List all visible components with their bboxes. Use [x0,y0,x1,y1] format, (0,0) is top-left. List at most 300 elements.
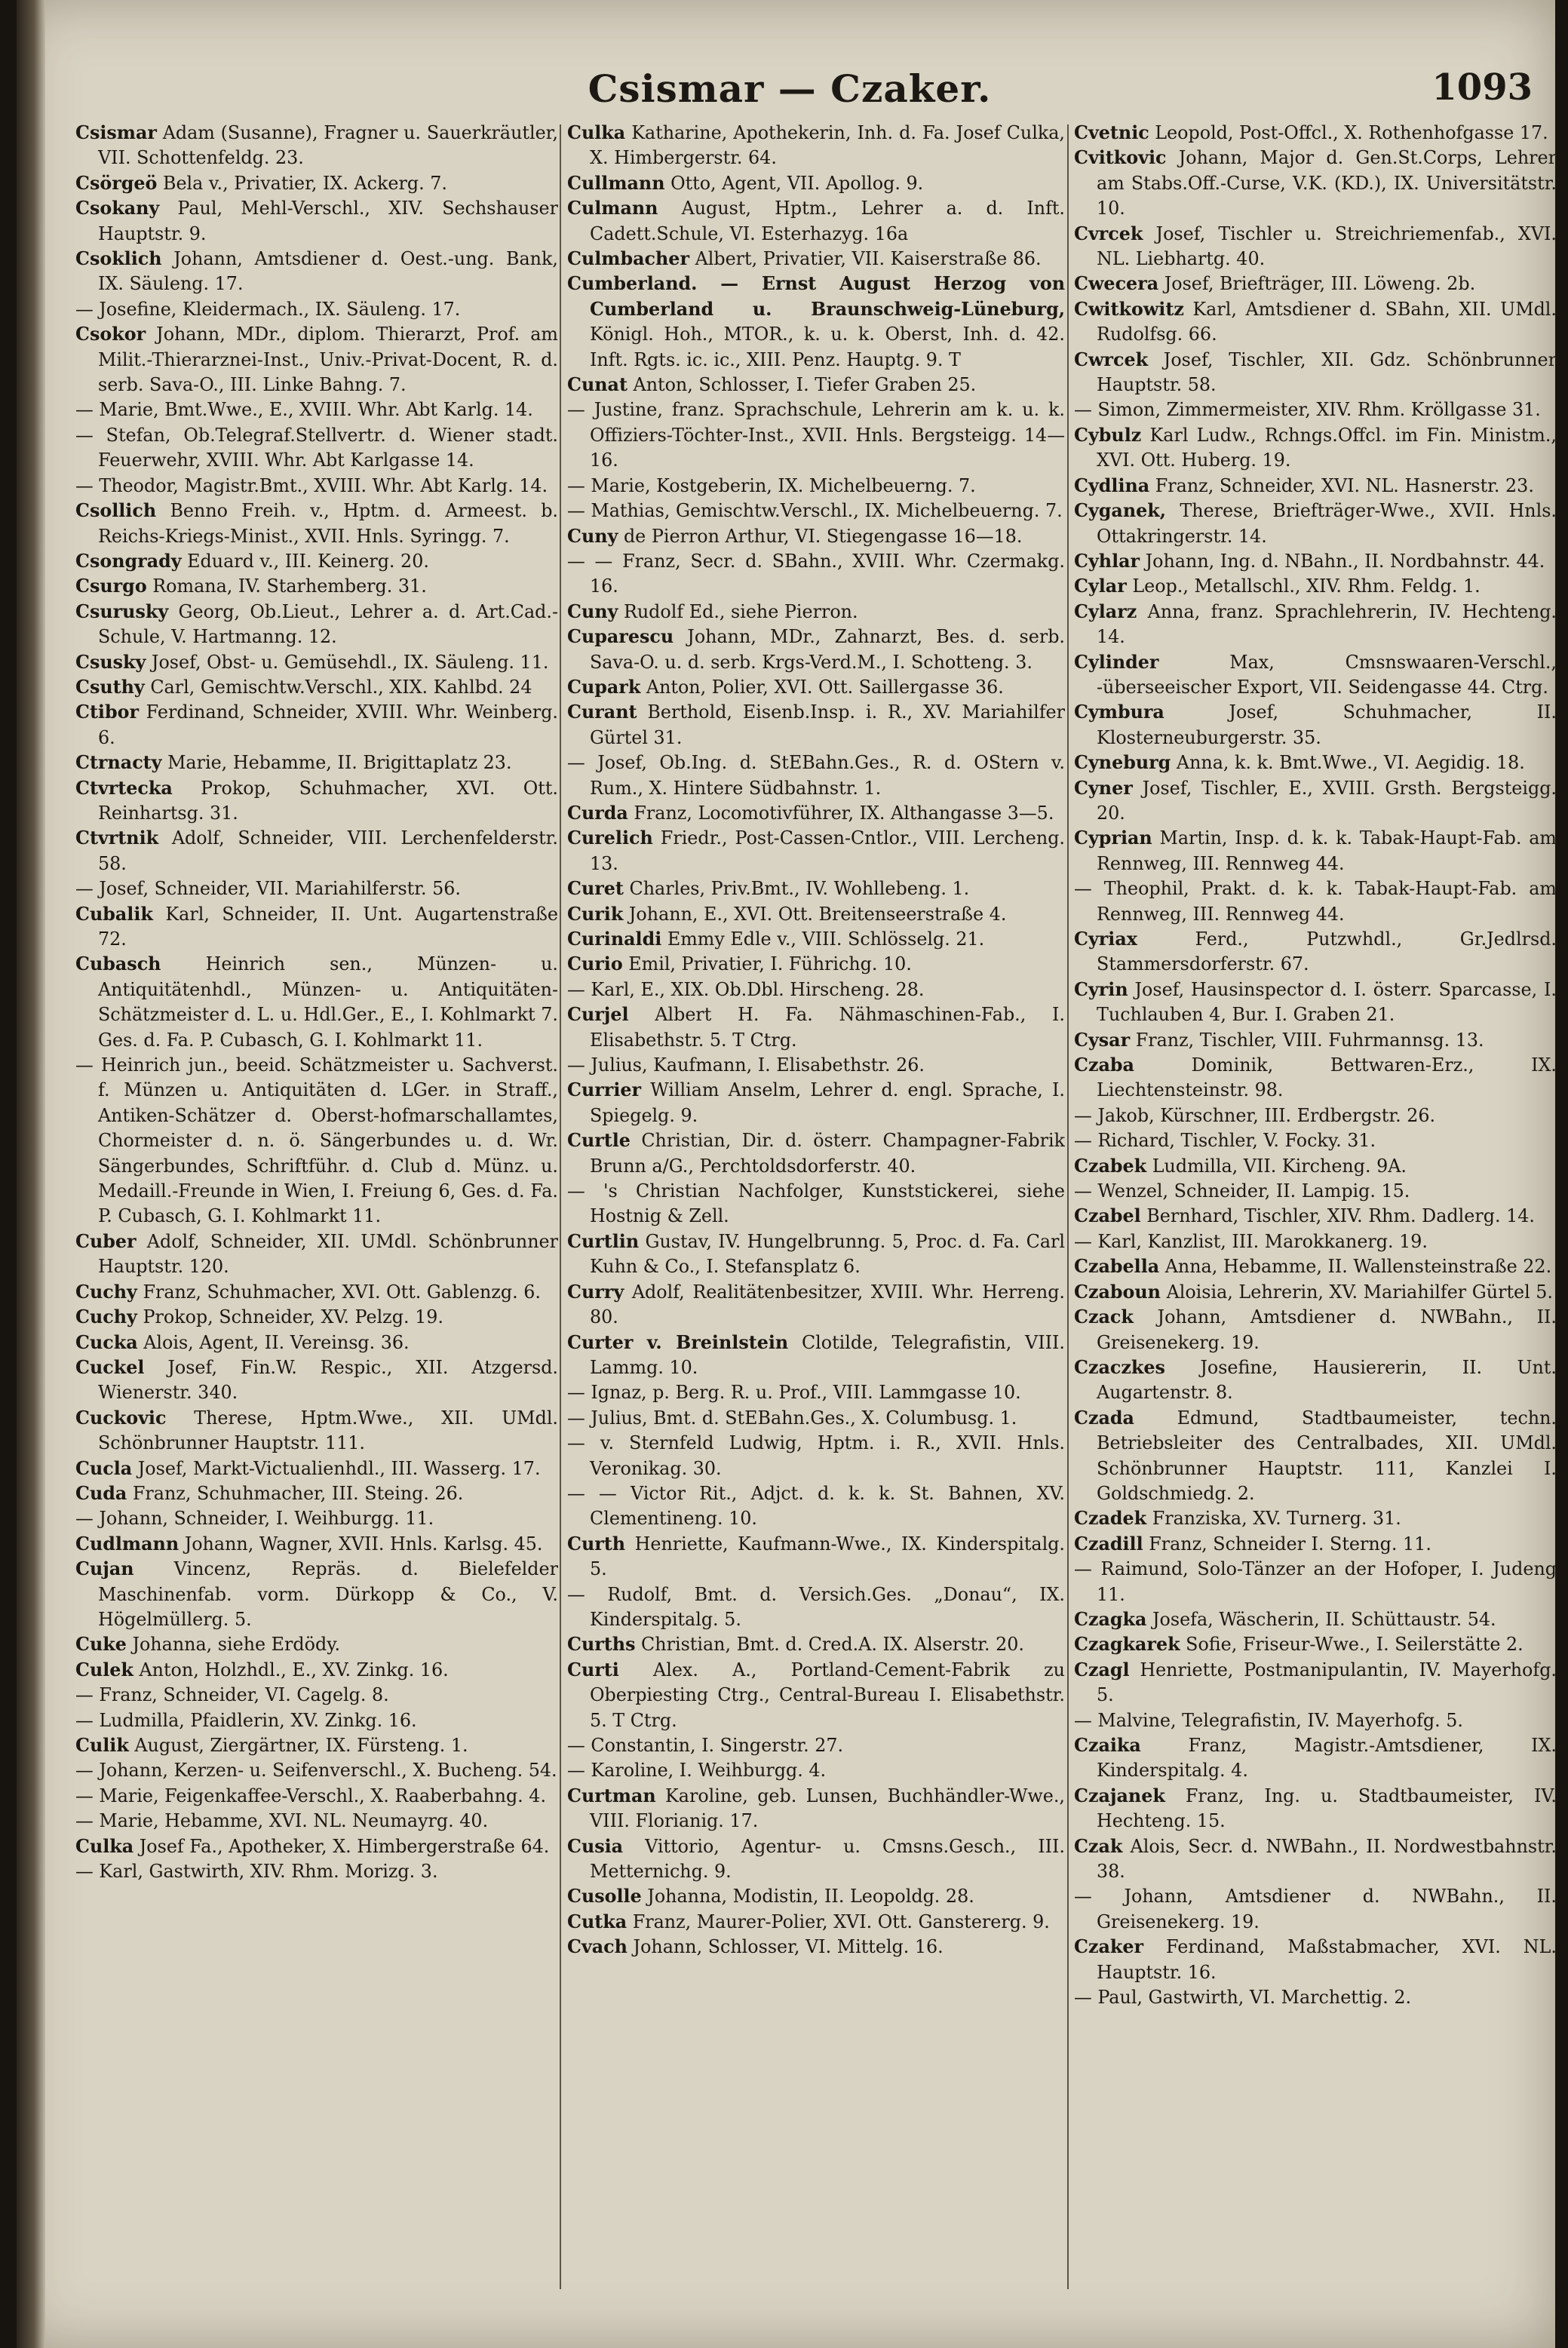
entry-details: Therese, Hptm.Wwe., XII. UMdl. Schönbrunner Hauptstr. 111. [98,1407,558,1454]
directory-entry [1074,1254,1557,1279]
directory-entry [1074,1229,1557,1254]
entry-surname: Cucka [75,1331,138,1353]
directory-entry [567,876,1065,901]
entry-details: — Justine, franz. Sprachschule, Lehrerin am k. u. k. Offiziers-Töchter-Inst., XVII. Hnls. Bergsteigg. 14—16. [567,399,1065,471]
entry-surname: Czagl [1074,1659,1130,1680]
directory-entry [1074,1557,1557,1607]
directory-entry [567,1380,1065,1405]
entry-details: Anna, franz. Sprachlehrerin, IV. Hechteng. 14. [1097,600,1557,648]
entry-details: Franz, Schneider, XVI. NL. Hasnerstr. 23. [1149,474,1534,496]
entry-surname: Curet [567,878,624,900]
entry-details: Karoline, geb. Lunsen, Buchhändler-Wwe., VIII. Florianig. 17. [590,1785,1065,1832]
entry-details: Josef, Tischler, E., XVIII. Grsth. Bergsteigg. 20. [1097,777,1557,824]
directory-entry [75,121,558,171]
page-number: 1093 [1431,66,1533,109]
directory-entry [75,826,558,876]
entry-details: Romana, IV. Starhemberg. 31. [146,575,427,597]
entry-surname: Cupark [567,676,641,698]
entry-surname: Curtman [567,1785,656,1806]
directory-entry [75,1733,558,1758]
directory-entry [567,952,1065,977]
directory-entry [75,1758,558,1783]
entry-surname: Cuny [567,525,618,547]
entry-details: Königl. Hoh., MTOR., k. u. k. Oberst, Inh. d. 42. Inft. Rgts. ic. ic., XIII. Penz. Hauptg. 9. T [590,324,1065,370]
entry-details: — Rudolf, Bmt. d. Versich.Ges. „Donau“, IX. Kinderspitalg. 5. [567,1583,1065,1630]
entry-surname: Curtle [567,1130,631,1152]
directory-entry [567,1733,1065,1758]
directory-entry [75,750,558,775]
directory-entry [1074,927,1557,978]
directory-entry [567,1229,1065,1280]
entry-surname: Cylinder [1074,651,1159,673]
directory-entry [567,474,1065,499]
directory-entry [567,247,1065,272]
entry-details: Dominik, Bettwaren-Erz., IX. Liechtensteinstr. 98. [1097,1054,1557,1101]
entry-details: Karl Ludw., Rchngs.Offcl. im Fin. Ministm., XVI. Ott. Huberg. 19. [1097,424,1557,471]
directory-entry [567,625,1065,675]
entry-details: Aloisia, Lehrerin, XV. Mariahilfer Gürtel 5. [1161,1281,1553,1303]
entry-surname: Czada [1074,1407,1134,1429]
entry-details: Josef, Tischler, XII. Gdz. Schönbrunner Hauptstr. 58. [1097,348,1557,396]
entry-details: — Franz, Schneider, VI. Cagelg. 8. [75,1684,389,1706]
entry-details: Adolf, Realitätenbesitzer, XVIII. Whr. Herreng. 80. [590,1281,1065,1328]
entry-details: Johann, Amtsdiener d. NWBahn., II. Greisenekerg. 19. [1097,1306,1557,1353]
column-divider [560,124,561,2289]
entry-details: — Julius, Bmt. d. StEBahn.Ges., X. Columbusg. 1. [567,1407,1017,1429]
entry-details: — Josef, Ob.Ing. d. StEBahn.Ges., R. d. OStern v. Rum., X. Hintere Südbahnstr. 1. [567,752,1065,799]
directory-entry [75,1280,558,1305]
entry-details: — Julius, Kaufmann, I. Elisabethstr. 26. [567,1054,925,1076]
entry-details: Christian, Dir. d. österr. Champagner-Fabrik Brunn a/G., Perchtoldsdorferstr. 40. [590,1130,1065,1177]
entry-details: Franz, Schneider I. Sterng. 11. [1143,1533,1431,1555]
entry-details: — Malvine, Telegrafistin, IV. Mayerhofg. 5. [1074,1709,1463,1731]
entry-details: Franz, Schuhmacher, XVI. Ott. Gablenzg. 6. [137,1281,541,1303]
directory-entry [567,826,1065,876]
entry-surname: Csismar [75,122,157,143]
directory-entry [567,1280,1065,1331]
entry-surname: Curio [567,953,623,975]
entry-details: Franz, Maurer-Polier, XVI. Ott. Ganstererg. 9. [627,1911,1050,1932]
directory-entry [75,1834,558,1859]
entry-surname: Cuckovic [75,1407,167,1429]
entry-details: Adolf, Schneider, VIII. Lerchenfelderstr. 58. [98,827,558,874]
entry-details: — Josef, Schneider, VII. Mariahilferstr. 56. [75,878,461,900]
entry-details: Martin, Insp. d. k. k. Tabak-Haupt-Fab. am Rennweg, III. Rennweg 44. [1097,827,1557,874]
entry-details: Johann, E., XVI. Ott. Breitenseerstraße 4. [623,903,1007,925]
entry-surname: Cuchy [75,1306,137,1328]
directory-entry [1074,1532,1557,1557]
directory-entry [567,1179,1065,1229]
entry-details: Adam (Susanne), Fragner u. Sauerkräutler, VII. Schottenfeldg. 23. [98,122,558,169]
entry-surname: Cuchy [75,1281,137,1303]
directory-entry [75,1658,558,1683]
directory-entry [1074,474,1557,499]
entry-surname: Cuckel [75,1356,145,1378]
directory-entry [75,247,558,297]
entry-surname: Cudlmann [75,1533,180,1555]
page-title: Csismar — Czaker. [588,66,992,111]
entry-details: Franz, Locomotivführer, IX. Althangasse 3—5. [628,802,1054,824]
directory-entry [567,927,1065,952]
entry-surname: Cyriax [1074,928,1137,950]
entry-details: — Johann, Amtsdiener d. NWBahn., II. Greisenekerg. 19. [1074,1886,1557,1932]
directory-entry [75,952,558,1053]
directory-entry [1074,1658,1557,1708]
entry-details: Josef, Schuhmacher, II. Klosterneuburgerstr. 35. [1097,701,1557,748]
entry-surname: Curry [567,1281,624,1303]
directory-entry [75,675,558,700]
entry-surname: Cwitkowitz [1074,298,1184,320]
entry-details: — — Victor Rit., Adjct. d. k. k. St. Bahnen, XV. Clementineng. 10. [567,1482,1065,1530]
entry-details: August, Ziergärtner, IX. Fürsteng. 1. [128,1735,468,1756]
directory-entry [567,750,1065,801]
entry-details: Johanna, siehe Erdödy. [126,1634,341,1656]
entry-surname: Cullmann [567,172,665,194]
entry-surname: Curter v. Breinlstein [567,1331,789,1353]
entry-surname: Cvitkovic [1074,147,1167,169]
directory-entry [567,171,1065,196]
entry-surname: Curelich [567,827,653,849]
entry-details: Anton, Polier, XVI. Ott. Saillergasse 36. [640,676,1004,698]
entry-details: — Marie, Hebamme, XVI. NL. Neumayrg. 40. [75,1810,489,1832]
entry-surname: Curda [567,802,628,824]
entry-surname: Czak [1074,1835,1123,1857]
column-2 [567,121,1065,2308]
entry-surname: Csollich [75,500,157,522]
entry-details: — Marie, Kostgeberin, IX. Michelbeuerng. 7. [567,474,976,496]
entry-surname: Csokany [75,198,160,219]
entry-surname: Culik [75,1735,129,1756]
entry-details: — Stefan, Ob.Telegraf.Stellvertr. d. Wiener stadt. Feuerwehr, XVIII. Whr. Abt Karlgasse 14. [75,424,558,471]
entry-details: — — Franz, Secr. d. SBahn., XVIII. Whr. Czermakg. 16. [567,550,1065,597]
entry-surname: Csoklich [75,248,162,270]
entry-details: — Marie, Feigenkaffee-Verschl., X. Raaberbahng. 4. [75,1785,547,1806]
directory-entry [75,1406,558,1456]
entry-details: — Theodor, Magistr.Bmt., XVIII. Whr. Abt Karlg. 14. [75,474,548,496]
directory-entry [1074,1179,1557,1204]
entry-surname: Cvrcek [1074,223,1143,244]
directory-entry [1074,1128,1557,1153]
entry-details: Charles, Priv.Bmt., IV. Wohllebeng. 1. [623,878,970,900]
directory-entry [567,1758,1065,1783]
entry-surname: Cvetnic [1074,122,1149,143]
directory-entry [75,1557,558,1632]
entry-details: Johann, MDr., diplom. Thierarzt, Prof. am Milit.-Thierarznei-Inst., Univ.-Privat-Docent, R. d. serb. Sava-O., III. Linke Bahng. 7. [98,324,558,396]
entry-surname: Cubasch [75,953,161,975]
entry-details: — Raimund, Solo-Tänzer an der Hofoper, I. Judeng 11. [1074,1558,1557,1605]
entry-details: Sofie, Friseur-Wwe., I. Seilerstätte 2. [1180,1634,1524,1656]
entry-surname: Csörgeö [75,172,158,194]
entry-surname: Cuber [75,1230,137,1252]
entry-surname: Curti [567,1659,619,1680]
entry-details: Emil, Privatier, I. Führichg. 10. [622,953,912,975]
entry-details: Paul, Mehl-Verschl., XIV. Sechshauser Hauptstr. 9. [98,198,558,244]
directory-entry [567,196,1065,247]
directory-entry [75,171,558,196]
entry-details: — Heinrich jun., beeid. Schätzmeister u. Sachverst. f. Münzen u. Antiquitäten d. LGer. in Straff., Antiken-Schätzer d. Oberst-hofmarschallamtes, Chormeister d. n. ö. Sängerbundes u. d. Wr. Sängerbundes, Schriftführ. d. Club d. Münz. u. Medaill.-Freunde in Wien, I. Freiung 6, Ges. d. Fa. P. Cubasch, G. I. Kohlmarkt 11. [75,1054,558,1227]
directory-entry [75,1683,558,1708]
entry-details: — Karl, Kanzlist, III. Marokkanerg. 19. [1074,1230,1428,1252]
directory-entry [1074,549,1557,574]
entry-surname: Curth [567,1533,626,1555]
entry-surname: Czaboun [1074,1281,1161,1303]
directory-entry [1074,499,1557,549]
entry-surname: Culmann [567,198,658,219]
directory-entry [567,1406,1065,1431]
directory-entry [567,373,1065,397]
entry-surname: Czabella [1074,1256,1160,1278]
entry-surname: Ctvrtecka [75,777,173,799]
directory-entry [1074,348,1557,398]
entry-surname: Cyner [1074,777,1133,799]
entry-surname: Csongrady [75,550,182,572]
directory-entry [75,322,558,397]
entry-surname: Culek [75,1659,133,1680]
entry-details: Heinrich sen., Münzen- u. Antiquitätenhdl., Münzen- u. Antiquitäten-Schätzmeister d. L. u. Hdl.Ger., E., I. Kohlmarkt 7. Ges. d. Fa. P. Cubasch, G. I. Kohlmarkt 11. [98,953,558,1051]
directory-entry [567,902,1065,927]
entry-details: Josef, Obst- u. Gemüsehdl., IX. Säuleng. 11. [146,651,549,673]
column-divider [1067,124,1069,2289]
directory-entry [1074,1784,1557,1834]
directory-entry [1074,297,1557,348]
directory-entry [75,876,558,901]
directory-entry [1074,1935,1557,1985]
directory-entry [75,776,558,827]
directory-entry [1074,1985,1557,2010]
entry-surname: Czaczkes [1074,1356,1165,1378]
directory-entry [1074,272,1557,296]
entry-surname: Curjel [567,1004,629,1026]
entry-details: — Johann, Schneider, I. Weihburgg. 11. [75,1508,434,1530]
entry-details: Josef, Tischler u. Streichriemenfab., XVI. NL. Liebhartg. 40. [1097,223,1557,270]
entry-surname: Ctrnacty [75,752,162,774]
entry-details: Karl, Schneider, II. Unt. Augartenstraße 72. [98,903,558,950]
directory-entry [567,1002,1065,1053]
entry-surname: Cuke [75,1634,127,1656]
directory-entry [1074,1708,1557,1733]
directory-entry [75,474,558,499]
entry-surname: Czagkarek [1074,1634,1180,1656]
entry-details: Ferd., Putzwhdl., Gr.Jedlrsd. Stammersdorferstr. 67. [1097,928,1557,975]
directory-entry [75,499,558,549]
entry-details: Adolf, Schneider, XII. UMdl. Schönbrunner Hauptstr. 120. [98,1230,558,1278]
directory-entry [75,1331,558,1355]
directory-entry [1074,146,1557,221]
entry-details: Johann, Wagner, XVII. Hnls. Karlsg. 45. [179,1533,543,1555]
directory-entry [567,1331,1065,1381]
entry-surname: Czaker [1074,1936,1144,1958]
entry-details: — Karl, Gastwirth, XIV. Rhm. Morizg. 3. [75,1861,438,1883]
directory-entry [567,1884,1065,1909]
entry-details: Katharine, Apothekerin, Inh. d. Fa. Josef Culka, X. Himbergerstr. 64. [590,122,1065,169]
directory-entry [75,650,558,675]
entry-details: — Marie, Bmt.Wwe., E., XVIII. Whr. Abt Karlg. 14. [75,399,533,421]
entry-surname: Czajanek [1074,1785,1165,1806]
entry-details: Franz, Ing. u. Stadtbaumeister, IV. Hechteng. 15. [1097,1785,1557,1832]
entry-details: Rudolf Ed., siehe Pierron. [618,600,858,622]
directory-entry [75,1632,558,1657]
entry-details: Christian, Bmt. d. Cred.A. IX. Alserstr. 20. [635,1634,1024,1656]
directory-page [17,0,1555,2348]
entry-surname: Cyrin [1074,978,1128,1000]
entry-details: Franziska, XV. Turnerg. 31. [1146,1508,1401,1530]
entry-details: Carl, Gemischtw.Verschl., XIX. Kahlbd. 24 [144,676,532,698]
entry-details: Henriette, Kaufmann-Wwe., IX. Kinderspitalg. 5. [590,1533,1065,1580]
directory-entry [75,1355,558,1406]
directory-entry [1074,1028,1557,1053]
entry-surname: Czagka [1074,1608,1147,1630]
entry-details: — Jakob, Kürschner, III. Erdbergstr. 26. [1074,1104,1436,1126]
entry-details: Edmund, Stadtbaumeister, techn. Betriebsleiter des Centralbades, XII. UMdl. Schönbrunner Hauptstr. 111, Kanzlei I. Goldschmiedg. 2. [1097,1407,1557,1504]
directory-entry [75,700,558,750]
directory-entry [567,600,1065,625]
directory-entry [1074,978,1557,1028]
column-3 [1074,121,1557,2308]
entry-details: Clotilde, Telegrafistin, VIII. Lammg. 10. [590,1331,1065,1378]
entry-details: Josef, Fin.W. Respic., XII. Atzgersd. Wienerstr. 340. [98,1356,558,1404]
entry-details: Johann, Schlosser, VI. Mittelg. 16. [627,1936,944,1958]
entry-details: — Paul, Gastwirth, VI. Marchettig. 2. [1074,1987,1412,2009]
directory-entry [567,1481,1065,1532]
entry-surname: Culmbacher [567,248,689,270]
entry-surname: Cuparescu [567,626,674,648]
entry-details: Albert H. Fa. Nähmaschinen-Fab., I. Elisabethstr. 5. T Ctrg. [590,1004,1065,1051]
entry-surname: Cyhlar [1074,550,1140,572]
entry-details: Vincenz, Repräs. d. Bielefelder Maschinenfab. vorm. Dürkopp & Co., V. Högelmüllerg. 5. [98,1558,558,1630]
entry-surname: Ctibor [75,701,140,723]
entry-surname: Czadek [1074,1508,1147,1530]
entry-surname: Cybulz [1074,424,1142,446]
entry-details: — Ludmilla, Pfaidlerin, XV. Zinkg. 16. [75,1709,417,1731]
entry-details: Berthold, Eisenb.Insp. i. R., XV. Mariahilfer Gürtel 31. [590,701,1065,748]
entry-surname: Cyneburg [1074,752,1171,774]
directory-entry [567,700,1065,750]
entry-surname: Csokor [75,324,146,345]
entry-details: August, Hptm., Lehrer a. d. Inft. Cadett.Schule, VI. Esterhazyg. 16a [590,198,1065,244]
entry-details: Anton, Holzhdl., E., XV. Zinkg. 16. [133,1659,449,1680]
entry-surname: Cysar [1074,1029,1131,1051]
directory-entry [1074,423,1557,474]
directory-entry [567,1431,1065,1481]
directory-entry [1074,1632,1557,1657]
entry-details: Anna, Hebamme, II. Wallensteinstraße 22. [1159,1256,1552,1278]
entry-surname: Czabek [1074,1155,1147,1177]
entry-details: Eduard v., III. Keinerg. 20. [181,550,429,572]
entry-details: Franz, Tischler, VIII. Fuhrmannsg. 13. [1130,1029,1484,1051]
directory-entry [75,423,558,474]
entry-surname: Curant [567,701,637,723]
entry-details: Bernhard, Tischler, XIV. Rhm. Dadlerg. 14. [1140,1205,1535,1227]
entry-surname: Csusky [75,651,146,673]
entry-surname: Czack [1074,1306,1134,1328]
entry-details: — Wenzel, Schneider, II. Lampig. 15. [1074,1180,1410,1202]
entry-details: Josefa, Wäscherin, II. Schüttaustr. 54. [1146,1608,1496,1630]
directory-entry [1074,1053,1557,1103]
directory-entry [567,1834,1065,1885]
directory-entry [567,1532,1065,1582]
entry-surname: Cuda [75,1482,127,1504]
directory-entry [1074,1834,1557,1885]
entry-details: de Pierron Arthur, VI. Stiegengasse 16—18. [618,525,1023,547]
entry-surname: Cuny [567,600,618,622]
entry-details: Marie, Hebamme, II. Brigittaplatz 23. [161,752,512,774]
directory-entry [1074,1355,1557,1406]
entry-surname: Csurusky [75,600,169,622]
directory-entry [75,1456,558,1481]
entry-details: — Johann, Kerzen- u. Seifenverschl., X. Bucheng. 54. [75,1760,557,1782]
directory-entry [1074,876,1557,927]
entry-surname: Currier [567,1079,642,1101]
directory-entry [567,1053,1065,1078]
entry-details: — Constantin, I. Singerstr. 27. [567,1735,844,1756]
directory-entry [1074,826,1557,876]
entry-surname: Curinaldi [567,928,662,950]
directory-entry [1074,222,1557,272]
entry-surname: Czaika [1074,1735,1141,1756]
entry-details: Ferdinand, Schneider, XVIII. Whr. Weinberg. 6. [98,701,558,748]
entry-details: Anna, k. k. Bmt.Wwe., VI. Aegidig. 18. [1171,752,1525,774]
entry-details: Anton, Schlosser, I. Tiefer Graben 25. [627,374,977,396]
directory-entry [1074,1103,1557,1128]
entry-surname: Cydlina [1074,474,1150,496]
directory-entry [567,121,1065,171]
entry-details: — Simon, Zimmermeister, XIV. Rhm. Kröllgasse 31. [1074,399,1541,421]
directory-entry [567,1632,1065,1657]
directory-entry [75,1229,558,1280]
directory-entry [567,1078,1065,1128]
entry-details: Josef Fa., Apotheker, X. Himbergerstraße 64. [133,1835,550,1857]
entry-details: Gustav, IV. Hungelbrunng. 5, Proc. d. Fa. Carl Kuhn & Co., I. Stefansplatz 6. [590,1230,1065,1278]
entry-surname: Cylar [1074,575,1127,597]
directory-entry [75,397,558,422]
directory-entry [75,1859,558,1884]
entry-details: Josef, Markt-Victualienhdl., III. Wasserg. 17. [132,1457,541,1479]
directory-entry [1074,1204,1557,1229]
directory-entry [1074,600,1557,650]
directory-entry [75,1708,558,1733]
entry-details: Emmy Edle v., VIII. Schlösselg. 21. [661,928,985,950]
directory-entry [1074,776,1557,827]
entry-details: Johann, Amtsdiener d. Oest.-ung. Bank, IX. Säuleng. 17. [98,248,558,295]
entry-details: Vittorio, Agentur- u. Cmsns.Gesch., III. Metternichg. 9. [590,1835,1065,1883]
directory-entry [75,1481,558,1506]
entry-details: Bela v., Privatier, IX. Ackerg. 7. [157,172,447,194]
entry-surname: Czadill [1074,1533,1143,1555]
entry-surname: Cutka [567,1911,628,1932]
directory-entry [75,1305,558,1330]
entry-details: Ludmilla, VII. Kircheng. 9A. [1146,1155,1407,1177]
entry-surname: Czabel [1074,1205,1141,1227]
directory-entry [1074,1280,1557,1305]
entry-details: Johann, MDr., Zahnarzt, Bes. d. serb. Sava-O. u. d. serb. Krgs-Verd.M., I. Schotteng. 3. [590,626,1065,673]
entry-surname: Culka [567,122,626,143]
entry-details: Johann, Major d. Gen.St.Corps, Lehrer am Stabs.Off.-Curse, V.K. (KD.), IX. Universitätstr. 10. [1097,147,1557,219]
entry-details: Alois, Secr. d. NWBahn., II. Nordwestbahnstr. 38. [1097,1835,1557,1883]
entry-surname: Curths [567,1634,636,1656]
directory-entry [567,1128,1065,1179]
directory-entry [1074,1154,1557,1179]
entry-details: Ferdinand, Maßstabmacher, XVI. NL. Hauptstr. 16. [1097,1936,1557,1983]
entry-surname: Cwrcek [1074,348,1149,370]
directory-entry [1074,1305,1557,1355]
entry-details: Alex. A., Portland-Cement-Fabrik zu Oberpiesting Ctrg., Central-Bureau I. Elisabethstr. 5. T Ctrg. [590,1659,1065,1731]
directory-entry [75,1784,558,1809]
directory-entry [75,574,558,599]
entry-surname: Curik [567,903,624,925]
book-binding-edge [17,0,45,2348]
entry-details: Johann, Ing. d. NBahn., II. Nordbahnstr. 44. [1140,550,1545,572]
entry-surname: Ctvrtnik [75,827,159,849]
